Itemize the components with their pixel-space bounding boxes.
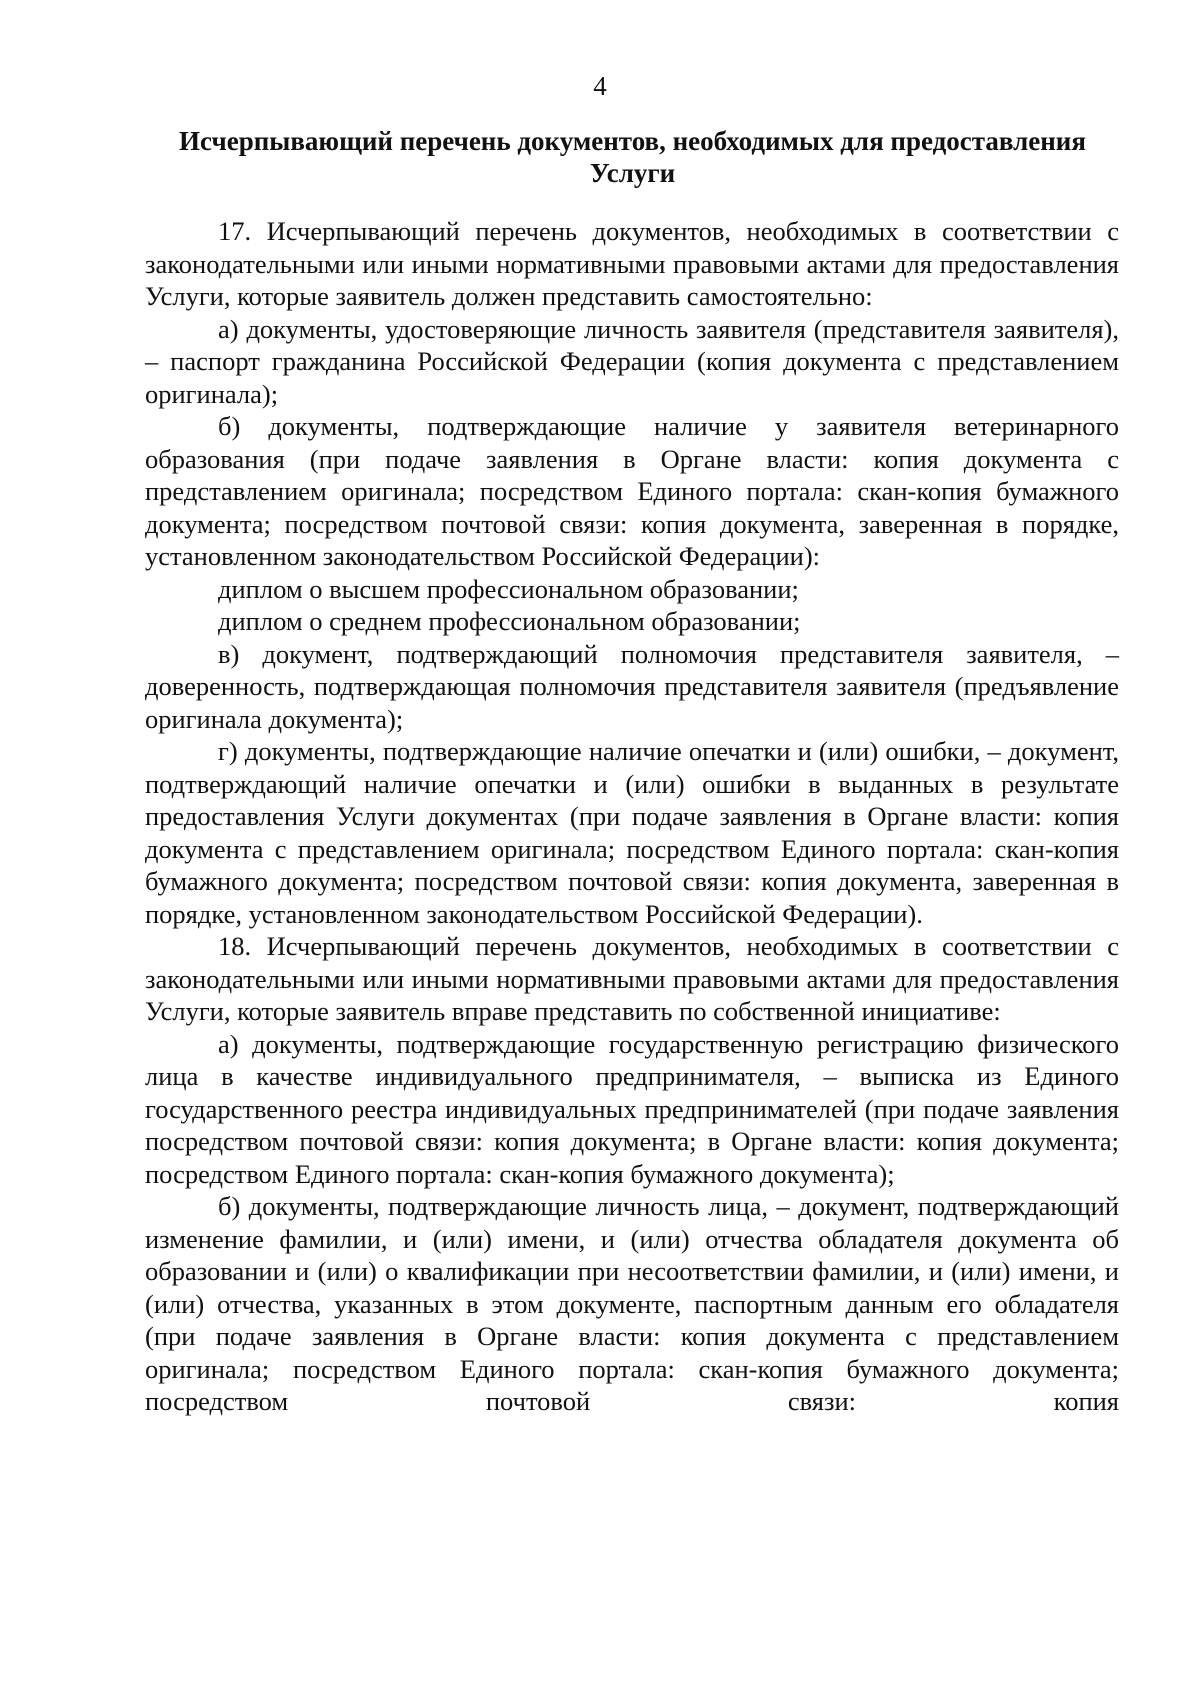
page-number: 4 bbox=[593, 71, 607, 101]
paragraph-17: 17. Исчерпывающий перечень документов, необходимых в соответствии с законодательными или иными нормативными правовыми актами для предоставления Услуги, которые заявитель должен представить самостоятельно: bbox=[145, 216, 1119, 311]
paragraph-17-a: а) документы, удостоверяющие личность заявителя (представителя заявителя), – паспорт гражданина Российской Федерации (копия документа с представлением оригинала); bbox=[145, 313, 1119, 409]
paragraph-17-g: г) документы, подтверждающие наличие опечатки и (или) ошибки, – документ, подтверждающий наличие опечатки и (или) ошибки в выданных в результате предоставления Услуги документах (при подаче заявления в Органе власти: копия документа с представлением оригинала; посредством Единого портала: скан-копия бумажного документа; посредством почтовой связи: копия документа, заверенная в порядке, установленном законодательством Российской Федерации). bbox=[145, 736, 1119, 929]
section-heading: Исчерпывающий перечень документов, необходимых для предоставления Услуги bbox=[179, 126, 1086, 188]
paragraph-17-b: б) документы, подтверждающие наличие у заявителя ветеринарного образования (при подаче заявления в Органе власти: копия документа с представлением оригинала; посредством Единого портала: скан-копия бумажного документа; посредством почтовой связи: копия документа, заверенная в порядке, установленном законодательством Российской Федерации): bbox=[145, 411, 1119, 571]
paragraph-17-v: в) документ, подтверждающий полномочия представителя заявителя, – доверенность, подтверждающая полномочия представителя заявителя (предъявление оригинала документа); bbox=[145, 638, 1119, 734]
document-body bbox=[145, 215, 1119, 1418]
list-item-secondary-education: диплом о среднем профессиональном образовании; bbox=[218, 606, 801, 636]
list-item-higher-education: диплом о высшем профессиональном образовании; bbox=[218, 573, 799, 604]
paragraph-18-a: а) документы, подтверждающие государственную регистрацию физического лица в качестве индивидуального предпринимателя, – выписка из Единого государственного реестра индивидуальных предпринимателей (при подаче заявления посредством почтовой связи: копия документа; в Органе власти: копия документа; посредством Единого портала: скан-копия бумажного документа); bbox=[145, 1028, 1119, 1189]
paragraph-18-b: б) документы, подтверждающие личность лица, – документ, подтверждающий изменение фамилии, и (или) имени, и (или) отчества обладателя документа об образовании и (или) о квалификации при несоответствии фамилии, и (или) имени, и (или) отчества, указанных в этом документе, паспортным данным его обладателя (при подаче заявления в Органе власти: копия документа с представлением оригинала; посредством Единого портала: скан-копия бумажного документа; посредством почтовой связи: копия bbox=[145, 1191, 1119, 1416]
paragraph-18: 18. Исчерпывающий перечень документов, необходимых в соответствии с законодательными или иными нормативными правовыми актами для предоставления Услуги, которые заявитель вправе представить по собственной инициативе: bbox=[145, 931, 1119, 1026]
